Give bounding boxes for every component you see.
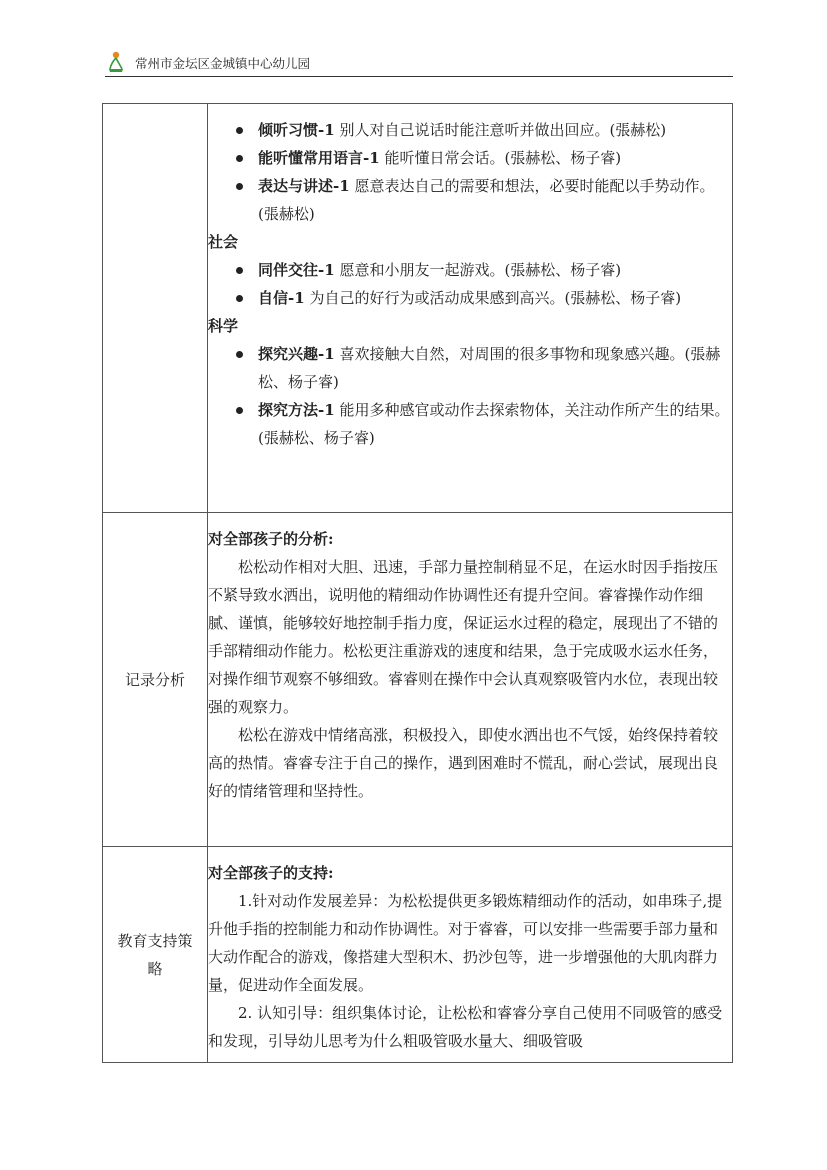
list-item: 探究兴趣-1 喜欢接触大自然，对周围的很多事物和现象感兴趣。(張赫松、杨子睿) <box>208 340 732 396</box>
bullet-icon <box>236 407 243 414</box>
list-item: 自信-1 为自己的好行为或活动成果感到高兴。(張赫松、杨子睿) <box>208 284 732 312</box>
bullet-icon <box>236 267 243 274</box>
analysis-row <box>103 513 733 847</box>
analysis-paragraph-2: 松松在游戏中情绪高涨，积极投入，即使水洒出也不气馁，始终保持着较高的热情。睿睿专注于自己的操作，遇到困难时不慌乱，耐心尝试，展现出良好的情绪管理和坚持性。 <box>208 726 719 800</box>
page-header <box>105 48 733 77</box>
science-goal-list <box>208 340 732 452</box>
list-item: 能听懂常用语言-1 能听懂日常会话。(張赫松、杨子睿) <box>208 144 732 172</box>
list-item: 倾听习惯-1 别人对自己说话时能注意听并做出回应。(張赫松) <box>208 116 732 144</box>
list-item: 表达与讲述-1 愿意表达自己的需要和想法，必要时能配以手势动作。(張赫松) <box>208 172 732 228</box>
support-paragraph-2: 2. 认知引导：组织集体讨论，让松松和睿睿分享自己使用不同吸管的感受和发现，引导幼儿思考为什么粗吸管吸水量大、细吸管吸 <box>208 1004 723 1050</box>
support-content-cell <box>208 847 733 1063</box>
analysis-content-cell <box>208 513 733 847</box>
analysis-label: 记录分析 <box>103 513 208 847</box>
support-label-cell <box>103 847 208 1063</box>
social-goal-list <box>208 256 732 312</box>
goals-content-cell <box>208 104 733 513</box>
org-name: 常州市金坛区金城镇中心幼儿园 <box>135 56 311 71</box>
bullet-icon <box>236 351 243 358</box>
bullet-icon <box>236 155 243 162</box>
analysis-paragraph-1: 松松动作相对大胆、迅速，手部力量控制稍显不足，在运水时因手指按压不紧导致水洒出，说明他的精细动作协调性还有提升空间。睿睿操作动作细腻、谨慎，能够较好地控制手指力度，保证运水过程的稳定，展现出了不错的手部精细动作能力。松松更注重游戏的速度和结果，急于完成吸水运水任务，对操作细节观察不够细致。睿睿则在操作中会认真观察吸管内水位，表现出较强的观察力。 <box>208 558 719 716</box>
kindergarten-logo-icon <box>105 50 127 74</box>
language-goal-list <box>208 116 732 228</box>
category-social: 社会 <box>208 233 239 251</box>
goals-label-cell <box>103 104 208 513</box>
goals-row <box>103 104 733 513</box>
analysis-heading: 对全部孩子的分析: <box>208 530 334 548</box>
support-row <box>103 847 733 1063</box>
support-paragraph-1: 1.针对动作发展差异：为松松提供更多锻炼精细动作的活动，如串珠子,提升他手指的控制能力和动作协调性。对于睿睿，可以安排一些需要手部力量和大动作配合的游戏，像搭建大型积木、扔沙包等，进一步增强他的大肌肉群力量，促进动作全面发展。 <box>208 892 723 994</box>
bullet-icon <box>236 295 243 302</box>
list-item: 探究方法-1 能用多种感官或动作去探索物体，关注动作所产生的结果。(張赫松、杨子睿) <box>208 396 732 452</box>
bullet-icon <box>236 183 243 190</box>
record-table <box>102 103 733 1063</box>
support-label: 教育支持策略 <box>117 931 193 978</box>
bullet-icon <box>236 127 243 134</box>
category-science: 科学 <box>208 317 239 335</box>
support-heading: 对全部孩子的支持: <box>208 864 334 882</box>
list-item: 同伴交往-1 愿意和小朋友一起游戏。(張赫松、杨子睿) <box>208 256 732 284</box>
